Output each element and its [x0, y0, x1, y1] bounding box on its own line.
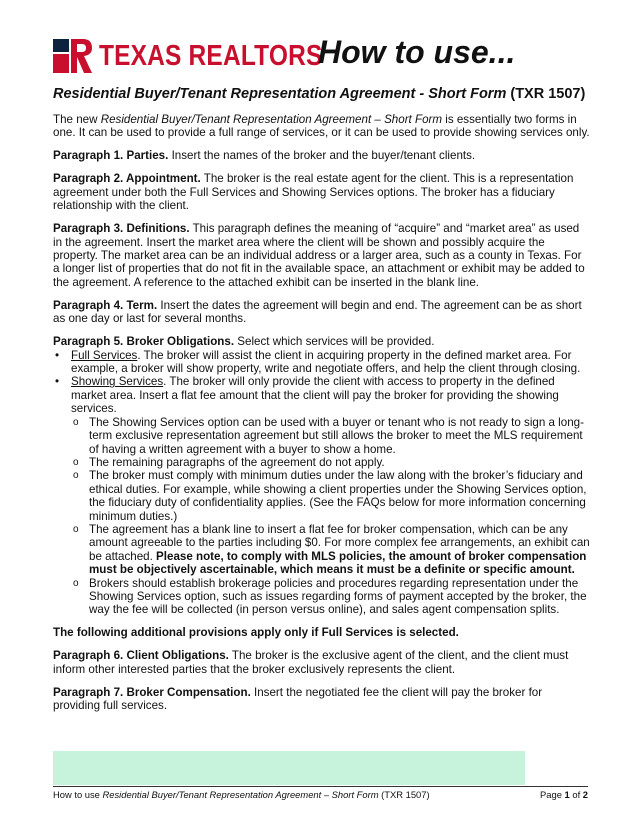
- sub-item: o The remaining paragraphs of the agreement do not apply.: [71, 456, 591, 469]
- paragraph-4: [53, 299, 591, 326]
- showing-services-sublist: [71, 416, 591, 617]
- mls-compliance-note: Please note, to comply with MLS policies, the amount of broker compensation must be objectively ascertainable, which means it must be a definite or specific amount.: [89, 549, 587, 577]
- brand-name: TEXAS REALTORS: [99, 39, 323, 72]
- footer-divider: [53, 786, 588, 787]
- paragraph-2: [53, 172, 591, 212]
- intro-paragraph: [53, 113, 591, 140]
- sub-item: o The broker must comply with minimum duties under the law along with the broker’s fiduciary and ethical duties. For example, while showing a client properties under the Showing Services option, the fiduciary duty of confidentiality applies. (See the FAQs below for more information concerning minimum duties.): [71, 469, 591, 523]
- footer-form-code: (TXR 1507): [378, 789, 430, 800]
- intro-form-name: Residential Buyer/Tenant Representation Agreement – Short Form: [100, 113, 443, 126]
- paragraph-5-heading: Paragraph 5. Broker Obligations.: [53, 335, 235, 349]
- paragraph-6-heading: Paragraph 6. Client Obligations.: [53, 649, 229, 663]
- paragraph-4-heading: Paragraph 4. Term.: [53, 298, 158, 312]
- full-services-only-text: The following additional provisions apply only if Full Services is selected.: [53, 626, 459, 640]
- sub-item: o Brokers should establish brokerage policies and procedures regarding representation under the Showing Services option, such as issues regarding forms of payment accepted by the broker, the way the fee will be collected (in person versus online), and sales agent compensation splits.: [71, 577, 591, 617]
- footer-document-name: [53, 789, 430, 800]
- sub-item: o The Showing Services option can be used with a buyer or tenant who is not ready to sign a long-term exclusive representation agreement but still allows the broker to meet the MLS requirement of having a written agreement with a buyer to show a home.: [71, 416, 591, 456]
- page-current: 1: [564, 789, 570, 800]
- paragraph-7-heading: Paragraph 7. Broker Compensation.: [53, 685, 251, 699]
- paragraph-4-text: Insert the dates the agreement will begin and end. The agreement can be as short as one day or last for several months.: [53, 298, 582, 326]
- document-body: [53, 113, 591, 722]
- full-services-text: . The broker will assist the client in acquiring property in the defined market area. For example, a broker will show property, write and negotiate offers, and help the client through closing.: [71, 348, 581, 376]
- paragraph-5-intro: [53, 335, 591, 348]
- sub-item-text: The agreement has a blank line to insert a flat fee for broker compensation, which can be any amount agreeable to the parties including $0. For more complex fee arrangements, an exhibit can be attached.: [89, 522, 590, 563]
- paragraph-2-heading: Paragraph 2. Appointment.: [53, 172, 201, 186]
- texas-realtors-logo-icon: [53, 39, 93, 73]
- footer-form-name: Residential Buyer/Tenant Representation Agreement – Short Form: [102, 789, 379, 800]
- page-number: [540, 789, 588, 800]
- paragraph-1-text: Insert the names of the broker and the buyer/tenant clients.: [168, 149, 476, 163]
- paragraph-2-text: The broker is the real estate agent for the client. This is a representation agreement under both the Full Services and Showing Services options. The broker has a fiduciary relationship with the client.: [53, 172, 574, 213]
- intro-text-b: is essentially two forms in one. It can be used to provide a full range of services, or it can be used to provide showing services only.: [53, 113, 590, 140]
- document-title: [53, 86, 585, 102]
- paragraph-7: [53, 686, 591, 713]
- list-item-full-services: [53, 349, 591, 376]
- footer-text-a: How to use: [53, 789, 103, 800]
- paragraph-5-text: Select which services will be provided.: [234, 335, 435, 349]
- paragraph-3-text: This paragraph defines the meaning of “acquire” and “market area” as used in the agreement. Insert the market area where the client will be shown and possibly acquire the property. The market area can be an individual address or a larger area, such as a county in Texas. For a longer list of properties that do not fit in the available space, an attachment or exhibit may be added to the agreement. A reference to the attached exhibit can be inserted in the blank line.: [53, 222, 585, 289]
- page-total: 2: [582, 789, 588, 800]
- highlight-box: [53, 751, 525, 785]
- intro-text-a: The new: [53, 113, 101, 126]
- paragraph-7-text: Insert the negotiated fee the client will pay the broker for providing full services.: [53, 685, 543, 713]
- list-item-showing-services: [53, 375, 591, 616]
- page-label: Page: [540, 789, 565, 800]
- full-services-only-note: [53, 626, 591, 639]
- paragraph-1: [53, 149, 591, 162]
- paragraph-3: [53, 222, 591, 289]
- full-services-label: Full Services: [71, 348, 138, 362]
- showing-services-text: . The broker will only provide the client with access to property in the defined market area. Insert a flat fee amount that the client will pay the broker for providing the showing services.: [71, 375, 559, 416]
- sub-item: [71, 523, 591, 577]
- showing-services-label: Showing Services: [71, 375, 164, 389]
- paragraph-6: [53, 649, 591, 676]
- service-options-list: [53, 349, 591, 617]
- paragraph-6-text: The broker is the exclusive agent of the client, and the client must inform other interested parties that the broker exclusively represents the client.: [53, 649, 569, 676]
- paragraph-5: [53, 335, 591, 617]
- paragraph-1-heading: Paragraph 1. Parties.: [53, 149, 169, 163]
- document-title-name: Residential Buyer/Tenant Representation Agreement - Short Form: [53, 86, 507, 102]
- how-to-heading: How to use...: [318, 34, 516, 70]
- page-of: of: [569, 789, 583, 800]
- paragraph-3-heading: Paragraph 3. Definitions.: [53, 222, 190, 236]
- document-title-code: (TXR 1507): [510, 86, 586, 102]
